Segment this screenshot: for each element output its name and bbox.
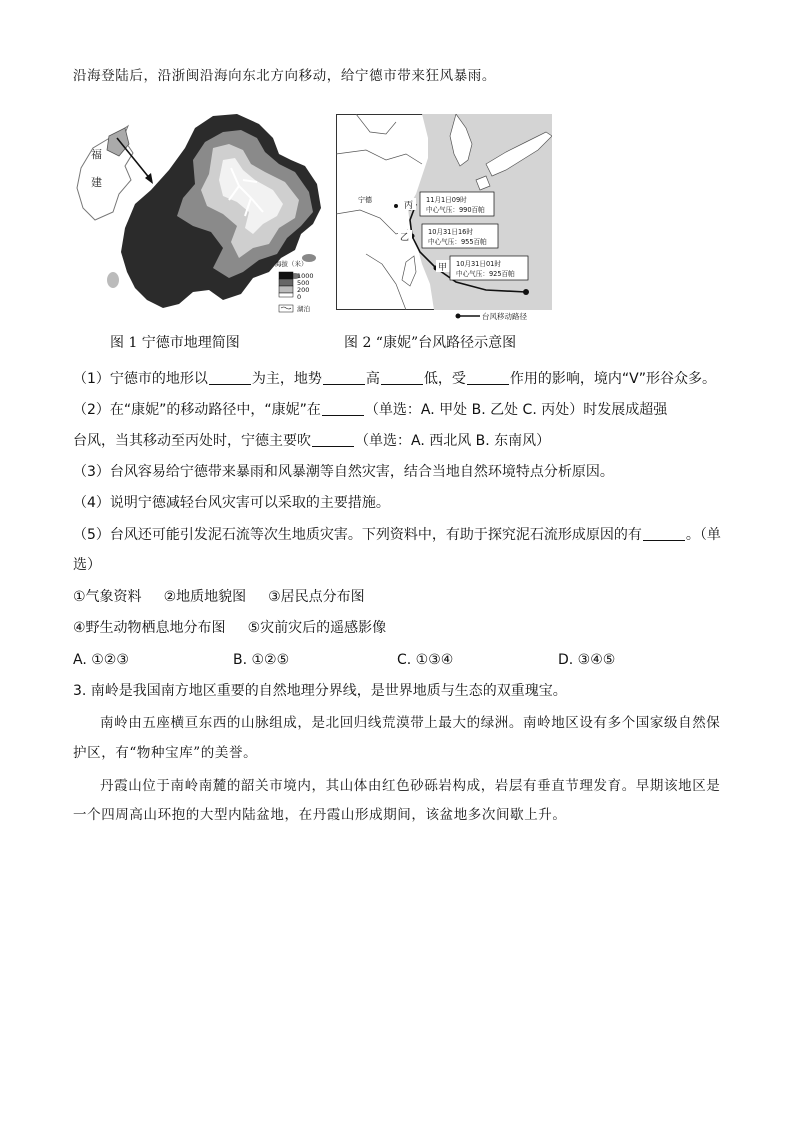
q1-blank-1[interactable] — [209, 370, 251, 385]
q1-blank-3[interactable] — [381, 370, 423, 385]
item-2: ②地质地貌图 — [163, 589, 247, 605]
option-c[interactable]: C. ①③④ — [397, 652, 454, 668]
question-5-line1 — [73, 525, 721, 545]
item-3: ③居民点分布图 — [268, 589, 365, 605]
q1-part-c: 高 — [365, 371, 380, 387]
legend-level-0: 0 — [297, 293, 302, 301]
figure2-legend — [454, 310, 554, 322]
question-2-line1 — [73, 400, 667, 420]
box-bing-pressure: 中心气压：990百帕 — [426, 206, 485, 214]
q2-part-d: （单选：A. 西北风 B. 东南风） — [355, 433, 551, 449]
box-bing-time: 11月1日09时 — [426, 196, 467, 204]
q1-part-b: 为主，地势 — [251, 371, 322, 387]
paragraph-2-line1: 丹霞山位于南岭南麓的韶关市境内，其山体由红色砂砾岩构成，岩层有垂直节理发育。早期该地区是 — [100, 778, 721, 794]
box-yi-pressure: 中心气压：955百帕 — [428, 238, 487, 246]
figure2-typhoon-track-map — [336, 114, 552, 310]
point-label-bing: 丙 — [404, 201, 414, 211]
material-items-row1 — [73, 587, 365, 607]
figure1-caption: 图 1 宁德市地理简图 — [110, 335, 240, 351]
q2-blank-1[interactable] — [322, 401, 364, 416]
legend-level-500: 500 — [297, 279, 310, 287]
q5-blank[interactable] — [643, 526, 685, 541]
question-3-title: 3. 南岭是我国南方地区重要的自然地理分界线，是世界地质与生态的双重瑰宝。 — [73, 683, 567, 699]
item-1: ①气象资料 — [73, 589, 142, 605]
q1-blank-2[interactable] — [323, 370, 365, 385]
inset-ningde-region — [107, 128, 129, 156]
locator-arrow — [117, 138, 151, 180]
province-label-2: 建 — [91, 176, 102, 189]
point-label-jia: 甲 — [438, 263, 448, 273]
paragraph-1-line2: 护区，有“物种宝库”的美誉。 — [73, 745, 258, 761]
q2-part-b: （单选：A. 甲处 B. 乙处 C. 丙处）时发展成超强 — [364, 402, 668, 418]
q2-part-c: 台风，当其移动至丙处时，宁德主要吹 — [73, 433, 311, 449]
figure1-terrain-map — [73, 108, 328, 318]
legend-title: 海拔（米） — [275, 260, 308, 268]
q5-part-a: （5）台风还可能引发泥石流等次生地质灾害。下列资料中，有助于探究泥石流形成原因的有 — [73, 527, 642, 543]
question-2-line2 — [73, 431, 550, 451]
intro-line: 沿海登陆后，沿浙闽沿海向东北方向移动，给宁德市带来狂风暴雨。 — [73, 68, 496, 84]
q2-blank-2[interactable] — [312, 432, 354, 447]
q1-part-a: （1）宁德市的地形以 — [73, 371, 208, 387]
option-d[interactable]: D. ③④⑤ — [558, 652, 616, 668]
q1-part-e: 作用的影响，境内“V”形谷众多。 — [509, 371, 717, 387]
figure2-caption: 图 2 “康妮”台风路径示意图 — [344, 335, 517, 351]
city-label-ningde: 宁德 — [358, 196, 372, 204]
q1-blank-4[interactable] — [467, 370, 509, 385]
question-5-line2: 选） — [73, 557, 101, 573]
legend-level-1000: 1000 — [297, 272, 314, 280]
legend-track-label: 台风移动路径 — [482, 312, 527, 321]
paragraph-1-line1: 南岭由五座横亘东西的山脉组成，是北回归线荒漠带上最大的绿洲。南岭地区设有多个国家级自然保 — [100, 715, 721, 731]
province-label-1: 福 — [91, 148, 102, 161]
legend-lake: 湖泊 — [297, 305, 310, 313]
paragraph-2-line2: 一个四周高山环抱的大型内陆盆地，在丹霞山形成期间，该盆地多次间歇上升。 — [73, 807, 567, 823]
option-a[interactable]: A. ①②③ — [73, 652, 129, 668]
legend-level-200: 200 — [297, 286, 310, 294]
box-yi-time: 10月31日16时 — [428, 228, 473, 236]
box-jia-pressure: 中心气压：925百帕 — [456, 270, 515, 278]
item-4: ④野生动物栖息地分布图 — [73, 620, 226, 636]
option-b[interactable]: B. ①②⑤ — [233, 652, 290, 668]
question-1 — [73, 369, 716, 389]
question-4: （4）说明宁德减轻台风灾害可以采取的主要措施。 — [73, 495, 390, 511]
box-jia-time: 10月31日01时 — [456, 260, 501, 268]
material-items-row2 — [73, 618, 386, 638]
q1-part-d: 低，受 — [423, 371, 466, 387]
question-3: （3）台风容易给宁德带来暴雨和风暴潮等自然灾害，结合当地自然环境特点分析原因。 — [73, 464, 614, 480]
point-label-yi: 乙 — [400, 233, 410, 243]
item-5: ⑤灾前灾后的遥感影像 — [247, 620, 387, 636]
q2-part-a: （2）在“康妮”的移动路径中，“康妮”在 — [73, 402, 321, 418]
q5-part-b: 。（单 — [685, 527, 721, 543]
